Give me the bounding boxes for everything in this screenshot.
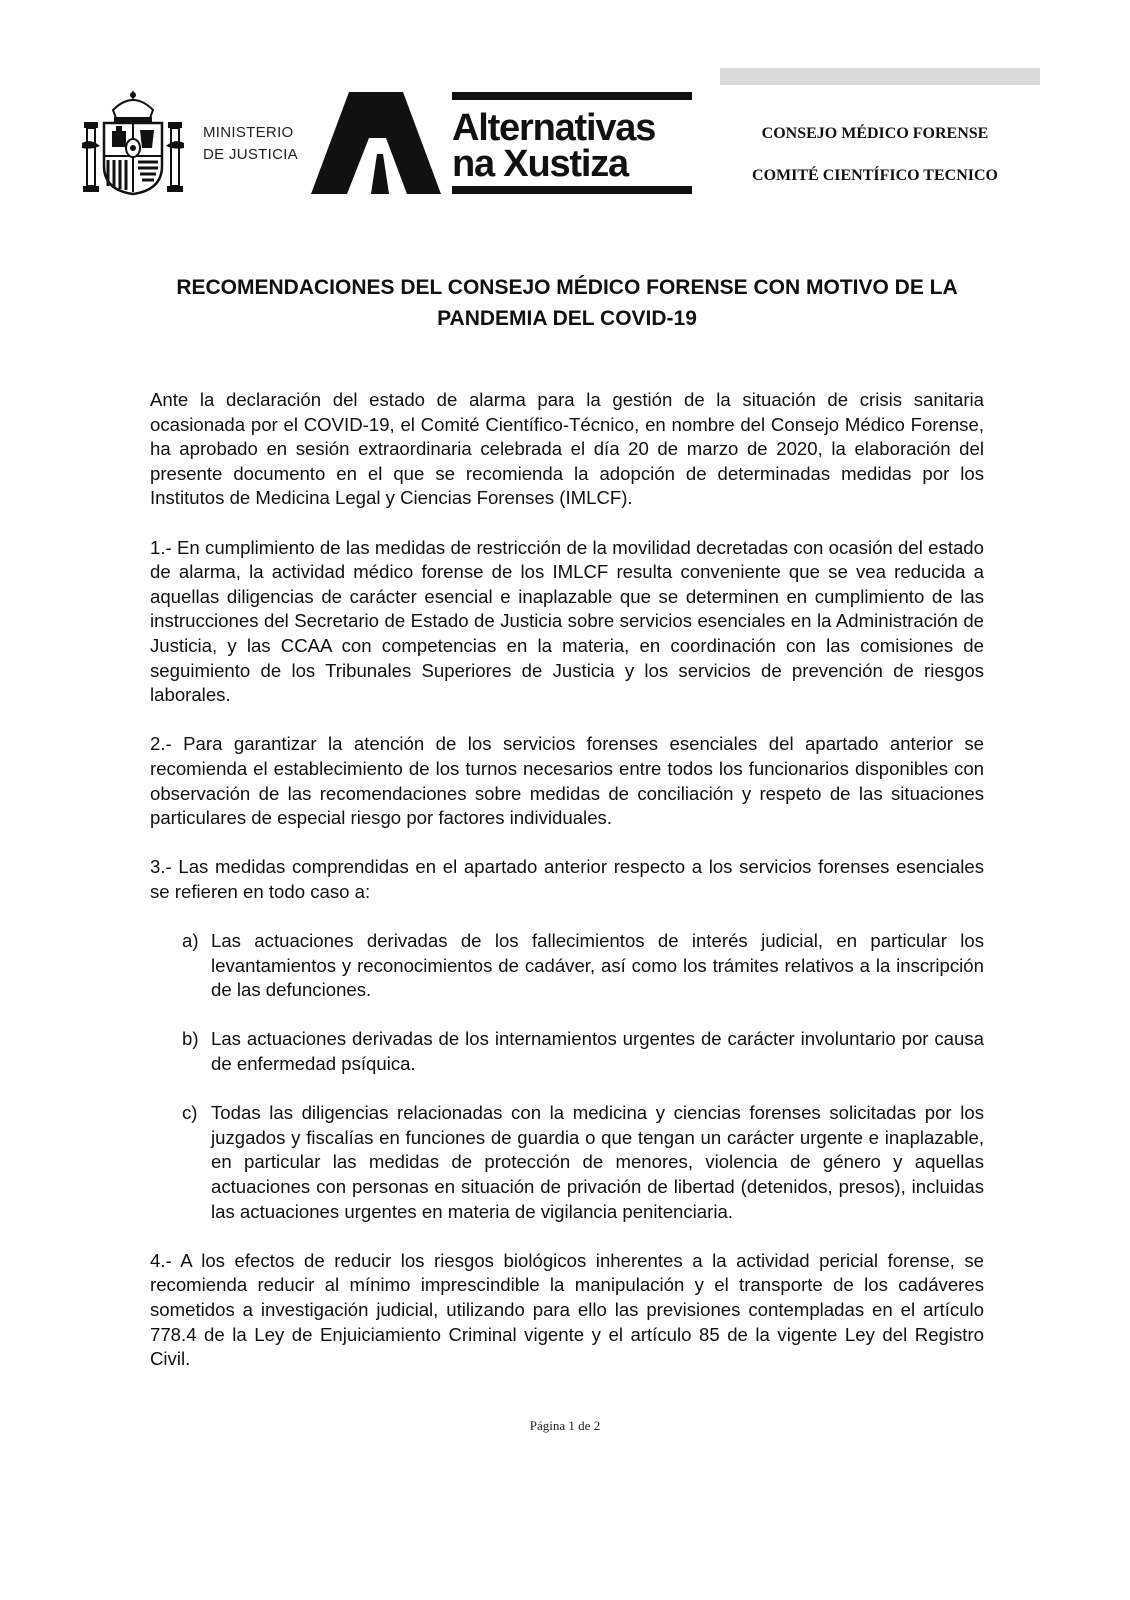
ministry-line-1: MINISTERIO	[203, 124, 294, 141]
page-number: Página 1 de 2	[529, 1418, 601, 1433]
logo-word-1: Alternativas	[452, 107, 656, 149]
paragraph-4: 4.- A los efectos de reducir los riesgos biológicos inherentes a la actividad pericial forense, se recomienda reducir al mínimo imprescindible la manipulación y el transporte de los cadáveres sometidos a investigación judicial, utilizando para ello las previsiones contempladas en el artículo 778.4 de la Ley de Enjuiciamiento Criminal vigente y el artículo 85 de la vigente Ley del Registro Civil.	[150, 1249, 984, 1370]
paragraph-1: 1.- En cumplimiento de las medidas de restricción de la movilidad decretadas con ocasión del estado de alarma, la actividad médico forense de los IMLCF resulta conveniente que se vea reducida a aquellas diligencias de carácter esencial e inaplazable que se determinen en cumplimiento de las instrucciones del Secretario de Estado de Justicia sobre servicios esenciales en la Administración de Justicia, y las CCAA con competencias en la materia, en coordinación con las comisiones de seguimiento de los Tribunales Superiores de Justicia y los servicios de prevención de riesgos laborales.	[150, 536, 984, 706]
list-item-text: Todas las diligencias relacionadas con la medicina y ciencias forenses solicitadas por los juzgados y fiscalías en funciones de guardia o que tengan un carácter urgente e inaplazable, en particular las medidas de protección de menores, violencia de género y aquellas actuaciones con personas en situación de privación de libertad (detenidos, presos), incluidas las actuaciones urgentes en materia de vigilancia penitenciaria.	[211, 1102, 984, 1222]
paragraph-3: 3.- Las medidas comprendidas en el apartado anterior respecto a los servicios forenses esenciales se refieren en todo caso a:	[150, 856, 984, 902]
services-list	[150, 929, 984, 1224]
list-marker: c)	[182, 1102, 198, 1124]
list-item	[182, 1101, 984, 1224]
header-gray-bar	[720, 68, 1040, 85]
committee-name: COMITÉ CIENTÍFICO TECNICO	[752, 167, 998, 184]
logo-word-2: na Xustiza	[452, 143, 628, 185]
paragraph-2: 2.- Para garantizar la atención de los servicios forenses esenciales del apartado anterior se recomienda el establecimiento de los turnos necesarios entre todos los funcionarios disponibles con observación de las recomendaciones sobre medidas de conciliación y respeto de las situaciones particulares de especial riesgo por factores individuales.	[150, 733, 984, 829]
title-line-1: RECOMENDACIONES DEL CONSEJO MÉDICO FORENSE CON MOTIVO DE LA	[176, 276, 958, 299]
council-name: CONSEJO MÉDICO FORENSE	[761, 125, 989, 142]
document-body	[150, 388, 984, 1396]
logo-bottom-rule	[452, 186, 692, 194]
council-heading	[730, 125, 1020, 185]
list-item	[182, 1027, 984, 1076]
alternativas-logo-mark-icon	[311, 92, 441, 194]
list-marker: a)	[182, 930, 199, 952]
ministry-line-2: DE JUSTICIA	[203, 146, 298, 163]
list-item-text: Las actuaciones derivadas de los fallecimientos de interés judicial, en particular los levantamientos y reconocimientos de cadáver, así como los trámites relativos a la inscripción de las defunciones.	[211, 930, 984, 1001]
ministry-name	[203, 122, 298, 166]
list-item-text: Las actuaciones derivadas de los internamientos urgentes de carácter involuntario por causa de enfermedad psíquica.	[211, 1028, 984, 1075]
logo-top-rule	[452, 92, 692, 100]
document-title	[150, 272, 984, 334]
coat-of-arms-icon	[78, 88, 188, 198]
title-line-2: PANDEMIA DEL COVID-19	[437, 307, 697, 330]
intro-paragraph: Ante la declaración del estado de alarma para la gestión de la situación de crisis sanitaria ocasionada por el COVID-19, el Comité Científico-Técnico, en nombre del Consejo Médico Forense, ha aprobado en sesión extraordinaria celebrada el día 20 de marzo de 2020, la elaboración del presente documento en el que se recomienda la adopción de determinadas medidas por los Institutos de Medicina Legal y Ciencias Forenses (IMLCF).	[150, 389, 984, 509]
list-item	[182, 929, 984, 1003]
list-marker: b)	[182, 1028, 199, 1050]
logo-wordmark	[452, 107, 656, 185]
